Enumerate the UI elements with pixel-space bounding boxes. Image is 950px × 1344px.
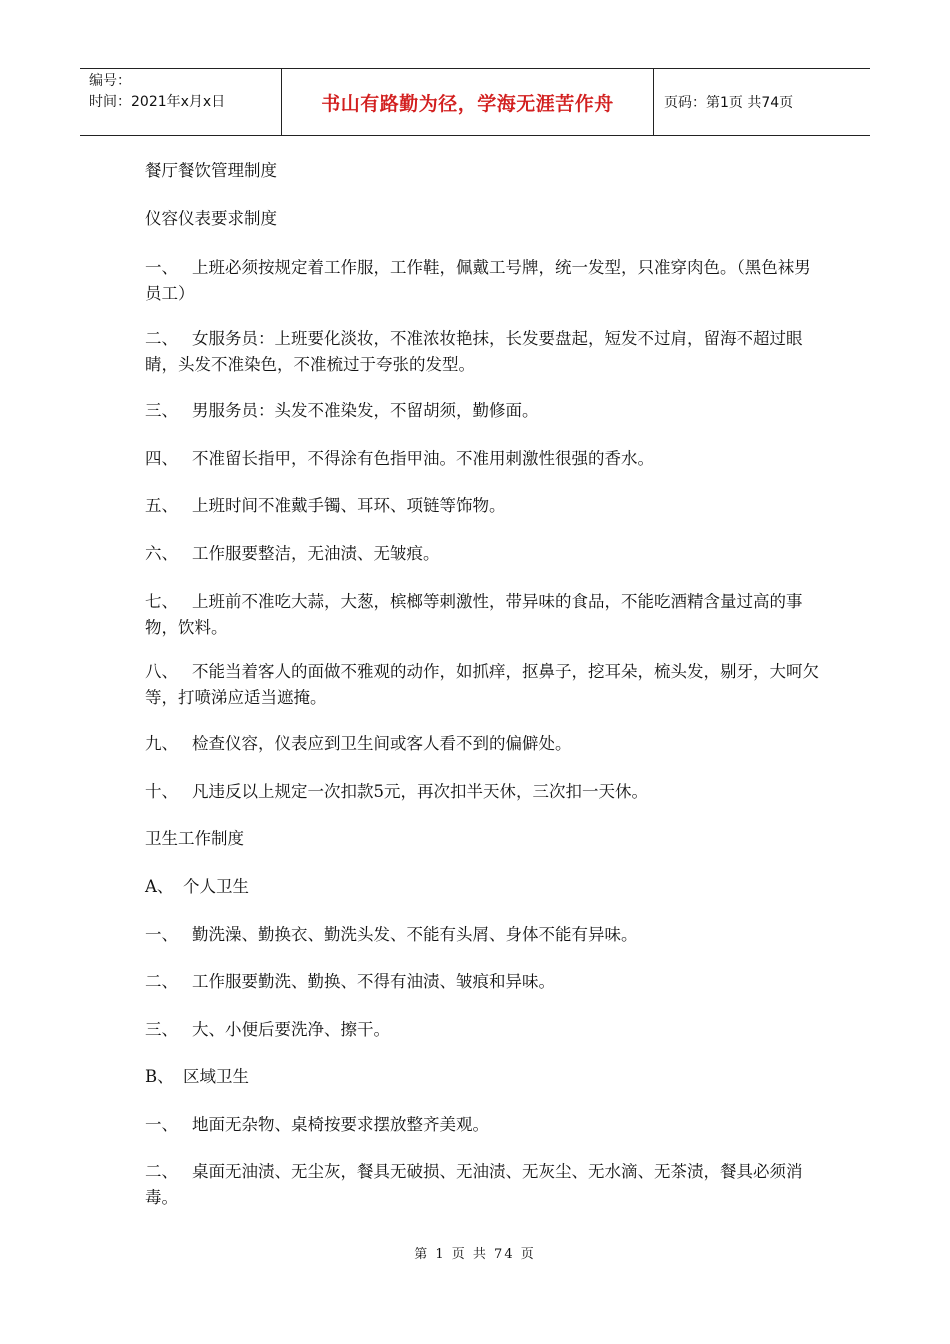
list-item-number: 六、 bbox=[145, 544, 178, 563]
list-item-text: 工作服要整洁，无油渍、无皱痕。 bbox=[192, 544, 440, 563]
list-item-text: 区域卫生 bbox=[183, 1067, 249, 1086]
list-item bbox=[145, 874, 825, 900]
list-item-text: 地面无杂物、桌椅按要求摆放整齐美观。 bbox=[192, 1115, 489, 1134]
list-item-text: 上班前不准吃大蒜，大葱，槟榔等刺激性，带异味的食品，不能吃酒精含量过高的事物，饮料。 bbox=[145, 592, 803, 637]
list-item bbox=[145, 779, 825, 805]
list-item-number: 九、 bbox=[145, 734, 178, 753]
list-item-text: 个人卫生 bbox=[183, 877, 249, 896]
list-item-text: 勤洗澡、勤换衣、勤洗头发、不能有头屑、身体不能有异味。 bbox=[192, 925, 638, 944]
time-label: 时间：2021年x月x日 bbox=[89, 94, 226, 110]
list-item-number: 二、 bbox=[145, 329, 178, 348]
list-item-text: 男服务员：头发不准染发，不留胡须，勤修面。 bbox=[192, 401, 539, 420]
list-item-number: 一、 bbox=[145, 925, 178, 944]
list-item-text: 上班必须按规定着工作服，工作鞋，佩戴工号牌，统一发型，只准穿肉色。（黑色袜男员工） bbox=[145, 258, 811, 303]
list-item bbox=[145, 493, 825, 519]
list-item-number: 一、 bbox=[145, 258, 178, 277]
list-item-text: 桌面无油渍、无尘灰，餐具无破损、无油渍、无灰尘、无水滴、无茶渍，餐具必须消毒。 bbox=[145, 1162, 803, 1207]
list-item bbox=[145, 541, 825, 567]
list-item-number: 十、 bbox=[145, 782, 178, 801]
list-item-number: 八、 bbox=[145, 662, 178, 681]
list-item-text: 工作服要勤洗、勤换、不得有油渍、皱痕和异味。 bbox=[192, 972, 555, 991]
document-header bbox=[80, 68, 870, 136]
header-page-info: 页码：第1页 共74页 bbox=[664, 95, 794, 111]
list-item-number: 一、 bbox=[145, 1115, 178, 1134]
list-item-number: 三、 bbox=[145, 401, 178, 420]
list-item bbox=[145, 1159, 825, 1211]
list-item-text: 检查仪容，仪表应到卫生间或客人看不到的偏僻处。 bbox=[192, 734, 572, 753]
list-item-number: 三、 bbox=[145, 1020, 178, 1039]
list-item-number: A、 bbox=[145, 877, 174, 896]
section-heading: 仪容仪表要求制度 bbox=[145, 209, 277, 228]
list-item bbox=[145, 1017, 825, 1043]
list-item bbox=[145, 446, 825, 472]
section-heading: 卫生工作制度 bbox=[145, 829, 244, 848]
list-item-text: 凡违反以上规定一次扣款5元，再次扣半天休，三次扣一天休。 bbox=[192, 782, 648, 801]
list-item bbox=[145, 1064, 825, 1090]
list-item-text: 上班时间不准戴手镯、耳环、项链等饰物。 bbox=[192, 496, 506, 515]
header-motto: 书山有路勤为径，学海无涯苦作舟 bbox=[282, 69, 654, 135]
list-item-number: 五、 bbox=[145, 496, 178, 515]
list-item bbox=[145, 589, 825, 641]
list-item bbox=[145, 326, 825, 378]
list-item bbox=[145, 255, 825, 307]
list-item-number: 二、 bbox=[145, 972, 178, 991]
section-heading: 餐厅餐饮管理制度 bbox=[145, 161, 277, 180]
list-item bbox=[145, 922, 825, 948]
list-item-number: B、 bbox=[145, 1067, 174, 1086]
list-item bbox=[145, 1112, 825, 1138]
list-item bbox=[145, 969, 825, 995]
list-item bbox=[145, 659, 825, 711]
list-item bbox=[145, 731, 825, 757]
header-meta bbox=[80, 69, 282, 135]
list-item-text: 女服务员：上班要化淡妆，不准浓妆艳抹，长发要盘起，短发不过肩，留海不超过眼睛，头发不准染色，不准梳过于夸张的发型。 bbox=[145, 329, 803, 374]
list-item-text: 不能当着客人的面做不雅观的动作，如抓痒，抠鼻子，挖耳朵，梳头发，剔牙，大呵欠等，打喷涕应适当遮掩。 bbox=[145, 662, 819, 707]
list-item-number: 七、 bbox=[145, 592, 178, 611]
page-footer: 第 1 页 共 74 页 bbox=[414, 1247, 536, 1262]
list-item-text: 不准留长指甲，不得涂有色指甲油。不准用刺激性很强的香水。 bbox=[192, 449, 654, 468]
list-item-number: 四、 bbox=[145, 449, 178, 468]
list-item-text: 大、小便后要洗净、擦干。 bbox=[192, 1020, 390, 1039]
list-item-number: 二、 bbox=[145, 1162, 178, 1181]
list-item bbox=[145, 398, 825, 424]
serial-label: 编号： bbox=[89, 73, 131, 89]
